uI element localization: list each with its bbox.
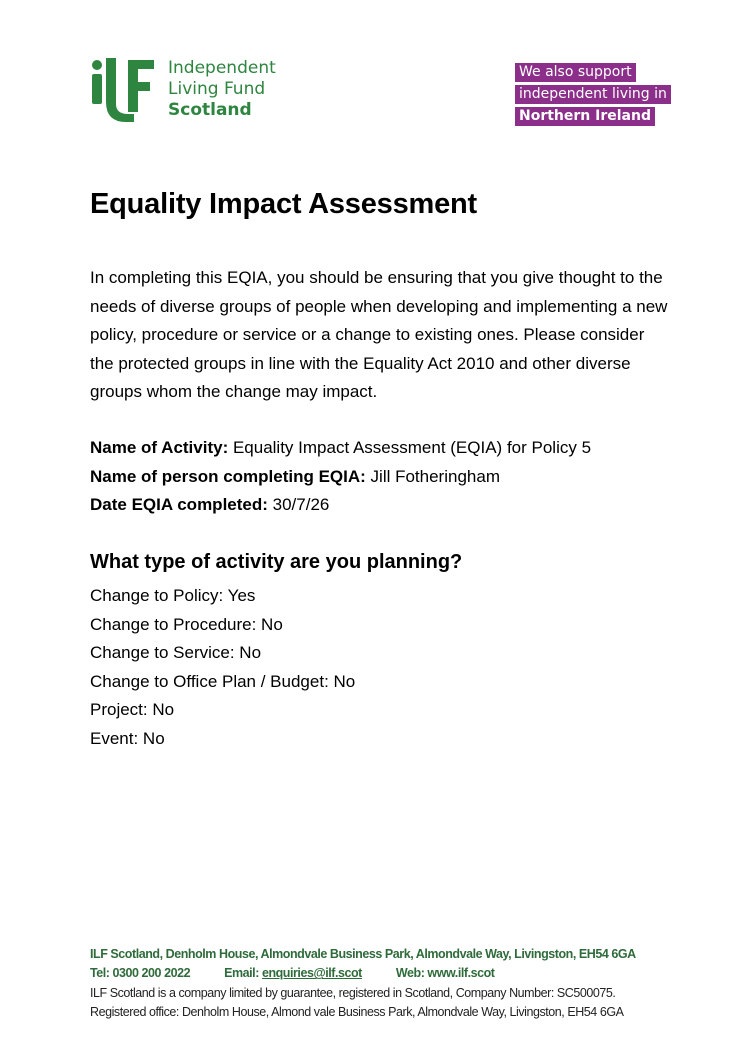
logo-line-2: Living Fund xyxy=(168,79,266,99)
activity-type-heading: What type of activity are you planning? xyxy=(90,551,463,573)
footer-web: Web: www.ilf.scot xyxy=(395,966,495,981)
footer-address: ILF Scotland, Denholm House, Almondvale Business Park, Almondvale Way, Livingston, EH54 6GA xyxy=(90,947,636,961)
footer-contact xyxy=(90,964,636,983)
date-row xyxy=(90,491,591,520)
intro-paragraph: In completing this EQIA, you should be ensuring that you give thought to the needs of diverse groups of people when developing and implementing a new policy, procedure or service or a change to existing ones. Please consider the protected groups in line with the Equality Act 2010 and other diverse groups whom the change may impact. xyxy=(90,268,668,401)
list-item: Event: No xyxy=(90,728,165,748)
page-title: Equality Impact Assessment xyxy=(90,188,477,220)
ilf-logo-mark xyxy=(88,56,158,126)
activity-name-row xyxy=(90,434,591,463)
badge-line-3: Northern Ireland xyxy=(515,107,655,126)
logo-line-3: Scotland xyxy=(168,100,252,120)
footer-tel: Tel: 0300 200 2022 xyxy=(90,966,191,981)
footer-company: ILF Scotland is a company limited by guarantee, registered in Scotland, Company Number: SC500075. xyxy=(90,985,616,1000)
list-item: Project: No xyxy=(90,700,175,720)
page-footer xyxy=(90,945,636,1022)
footer-email-label: Email: xyxy=(224,966,262,981)
person-label: Name of person completing EQIA: xyxy=(90,466,366,486)
person-row xyxy=(90,463,591,492)
northern-ireland-badge xyxy=(515,63,671,129)
logo-wordmark xyxy=(168,58,276,121)
badge-line-2: independent living in xyxy=(515,85,671,104)
activity-details xyxy=(90,434,591,520)
list-item: Change to Service: No xyxy=(90,643,262,663)
email-link[interactable]: enquiries@ilf.scot xyxy=(261,966,362,981)
date-label: Date EQIA completed: xyxy=(90,495,268,514)
activity-name-label: Name of Activity: xyxy=(90,438,229,457)
activity-type-list xyxy=(90,582,355,754)
badge-line-1: We also support xyxy=(515,63,636,82)
activity-name-value: Equality Impact Assessment (EQIA) for Policy 5 xyxy=(228,438,592,457)
logo-line-1: Independent xyxy=(168,58,276,78)
list-item: Change to Office Plan / Budget: No xyxy=(90,671,356,691)
date-value: 30/7/26 xyxy=(267,495,330,514)
footer-registered: Registered office: Denholm House, Almond vale Business Park, Almondvale Way, Livingston, EH54 6GA xyxy=(90,1004,624,1019)
list-item: Change to Procedure: No xyxy=(90,614,283,634)
person-value: Jill Fotheringham xyxy=(365,466,500,486)
list-item: Change to Policy: Yes xyxy=(90,586,256,605)
